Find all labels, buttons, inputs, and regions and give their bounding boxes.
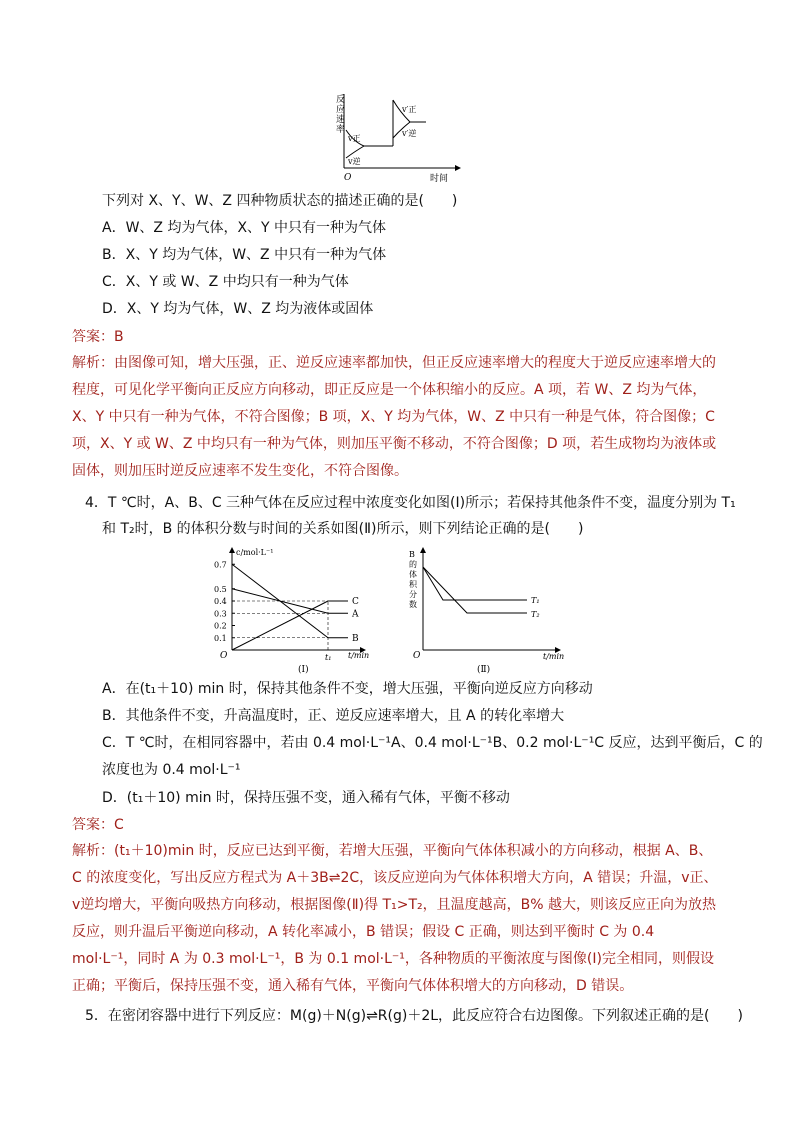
series-label-A: A <box>352 609 359 620</box>
chart-title-1: (Ⅰ) <box>298 665 309 675</box>
q3-option-c: C．X、Y 或 W、Z 中均只有一种为气体 <box>102 274 349 290</box>
series-label-T1: T₁ <box>531 596 540 605</box>
y-tick-label: 0.4 <box>214 597 227 606</box>
q5-stem: 5．在密闭容器中进行下列反应：M(g)＋N(g)⇌R(g)＋2L，此反应符合右边图像。下列叙述正确的是( ) <box>85 1008 743 1024</box>
y-axis-label-char: B <box>409 550 415 559</box>
q3-answer: 答案：B <box>72 329 124 345</box>
v-zheng-label: v正 <box>348 134 361 143</box>
y-axis-label-char: 体 <box>409 570 417 579</box>
q3-stem: 下列对 X、Y、W、Z 四种物质状态的描述正确的是( ) <box>102 193 458 209</box>
series-line-C <box>232 601 328 650</box>
y-tick-label: 0.2 <box>214 621 227 631</box>
fig-ylabel-3: 速 <box>336 115 346 125</box>
y-axis-label-char: 的 <box>409 560 417 569</box>
fig-ylabel-4: 率 <box>336 125 346 135</box>
q4-stem-line1: 4．T ℃时，A、B、C 三种气体在反应过程中浓度变化如图(Ⅰ)所示；若保持其他条件不变，温度分别为 T₁ <box>85 495 736 511</box>
q4-option-b: B．其他条件不变，升高温度时，正、逆反应速率增大，且 A 的转化率增大 <box>102 708 565 724</box>
fig-ylabel-1: 反 <box>336 95 346 105</box>
chart-b-fraction-time <box>405 545 580 675</box>
series-line-T2 <box>423 567 527 613</box>
origin-label: O <box>220 651 228 661</box>
fig-origin: O <box>344 173 352 183</box>
chart-concentration-time <box>210 545 395 675</box>
y-axis-label: c/mol·L⁻¹ <box>236 548 274 557</box>
y-axis-arrow <box>229 547 235 553</box>
y-tick-label: 0.1 <box>214 633 227 643</box>
y-tick-label: 0.3 <box>214 609 227 619</box>
q3-option-a: A．W、Z 均为气体，X、Y 中只有一种为气体 <box>102 220 387 236</box>
y-axis-label-char: 积 <box>409 580 417 589</box>
v-ni-prime-label: v′逆 <box>402 129 417 138</box>
origin-label: O <box>413 651 421 661</box>
y-axis-arrow <box>420 547 426 553</box>
series-label-T2: T₂ <box>531 610 540 619</box>
v-zheng-prime-label: v′正 <box>402 105 417 114</box>
series-label-B: B <box>352 633 359 644</box>
x-axis-label: t/min <box>543 652 565 661</box>
q4-stem-line2: 和 T₂时，B 的体积分数与时间的关系如图(Ⅱ)所示，则下列结论正确的是( ) <box>102 521 584 537</box>
q4-option-a: A．在(t₁＋10) min 时，保持其他条件不变，增大压强，平衡向逆反应方向移动 <box>102 681 593 697</box>
fig-xlabel: 时间 <box>430 174 449 184</box>
velocity-time-figure <box>330 90 470 185</box>
x-tick-t1: t₁ <box>325 653 332 662</box>
q4-option-c: C．T ℃时，在相同容器中，若由 0.4 mol·L⁻¹A、0.4 mol·L⁻¹B、0.2 mol·L⁻¹C 反应，达到平衡后，C 的 <box>102 735 763 751</box>
q4-analysis: 解析：(t₁＋10)min 时，反应已达到平衡，若增大压强，平衡向气体体积减小的方向移动，根据 A、B、C 的浓度变化，写出反应方程式为 A＋3B⇌2C，该反应逆向为气体体积增大方向，A 错误；升温，v正、v逆均增大，平衡向吸热方向移动，根据图像(Ⅱ)得 T₁>T₂，且温度越高，B% 越大，则该反应正向为放热反应，则升温后平衡逆向移动，A 转化率减小，B 错误；假设 C 正确，则达到平衡时 C 为 0.4 mol·L⁻¹，同时 A 为 0.3 mol·L⁻¹，B 为 0.1 mol·L⁻¹，各种物质的平衡浓度与图像(Ⅰ)完全相同，则假设正确；平衡后，保持压强不变，通入稀有气体，平衡向气体体积增大的方向移动，D 错误。 <box>72 843 718 994</box>
series-label-C: C <box>352 597 359 607</box>
y-axis-label-char: 数 <box>409 600 417 609</box>
fig-ylabel-2: 应 <box>336 105 346 115</box>
chart-title-2: (Ⅱ) <box>477 665 491 675</box>
q4-answer: 答案：C <box>72 817 124 833</box>
y-axis-label-char: 分 <box>409 590 417 599</box>
q3-option-d: D．X、Y 均为气体，W、Z 均为液体或固体 <box>102 301 374 317</box>
y-tick-label: 0.5 <box>214 584 227 594</box>
q3-analysis: 解析：由图像可知，增大压强，正、逆反应速率都加快，但正反应速率增大的程度大于逆反应速率增大的程度，可见化学平衡向正反应方向移动，即正反应是一个体积缩小的反应。A 项，若 W、Z 均为气体，X、Y 中只有一种为气体，不符合图像；B 项，X、Y 均为气体，W、Z 中只有一种是气体，符合图像；C 项，X、Y 或 W、Z 中均只有一种为气体，则加压平衡不移动，不符合图像；D 项，若生成物均为液体或固体，则加压时逆反应速率不发生变化，不符合图像。 <box>72 355 717 479</box>
v-ni-label: v逆 <box>348 157 361 166</box>
q4-option-c-cont: 浓度也为 0.4 mol·L⁻¹ <box>102 762 241 778</box>
x-axis-label: t/min <box>348 651 370 660</box>
q4-option-d: D．(t₁＋10) min 时，保持压强不变，通入稀有气体，平衡不移动 <box>102 790 510 806</box>
y-tick-label: 0.7 <box>214 560 227 570</box>
q3-option-b: B．X、Y 均为气体，W、Z 中只有一种为气体 <box>102 247 387 263</box>
